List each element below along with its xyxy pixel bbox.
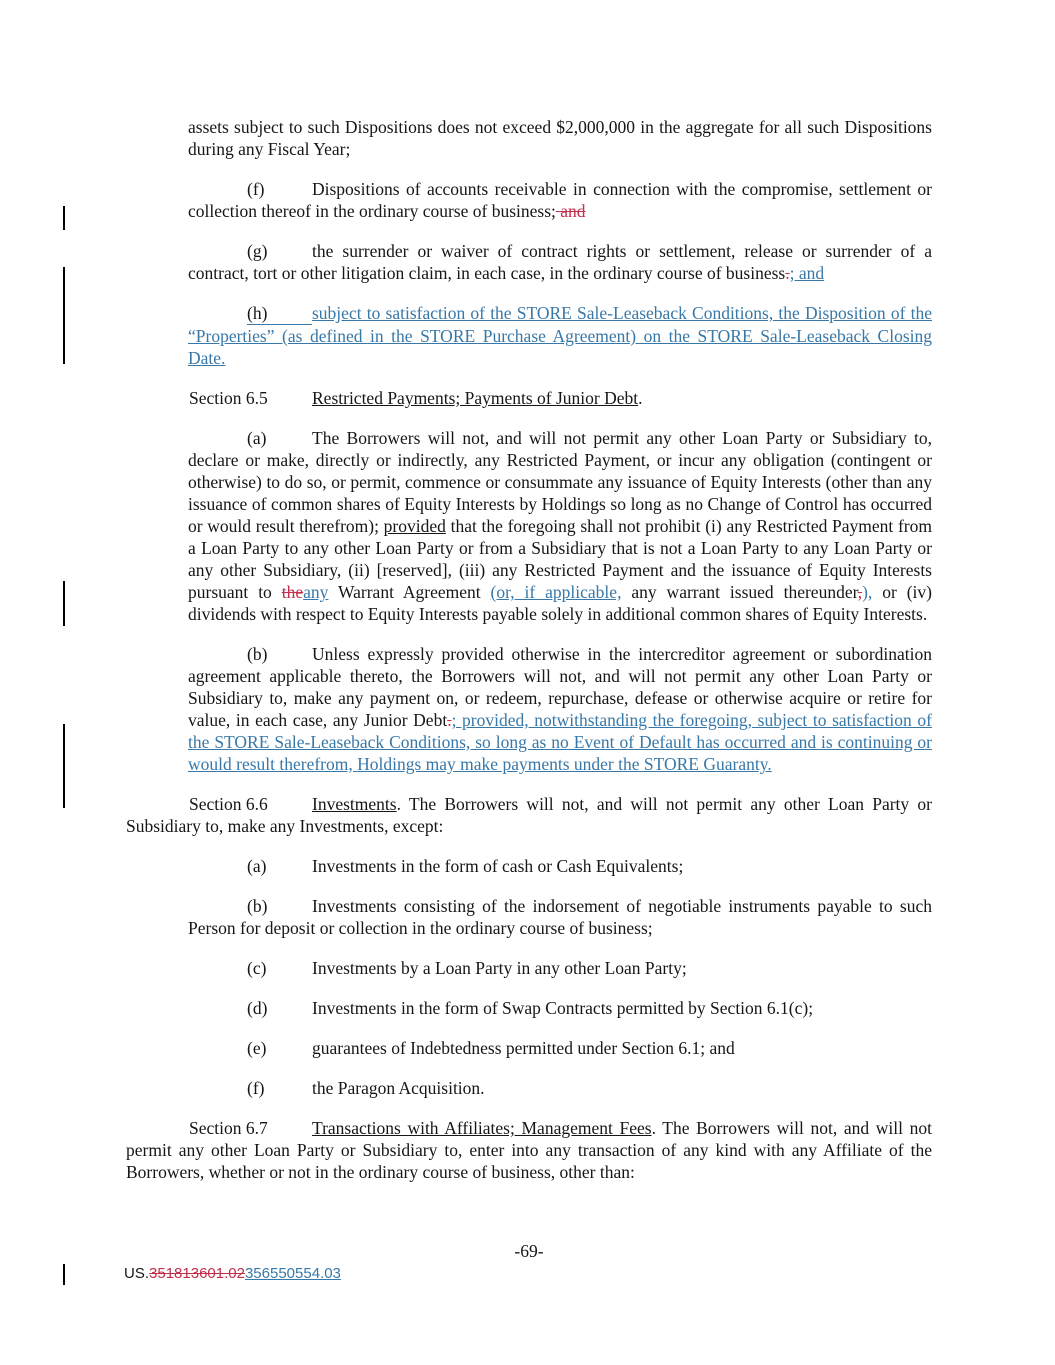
doc-id-inserted: 356550554.03 <box>244 1265 341 1282</box>
section-6-7-transactions-seg-2: . The Borrowers will not, and will not permit any other Loan Party or Subsidiary to, enter into any transaction of any kind with any Affiliate of the Borrowers, whether or not in the ordinary course of business, other than: <box>126 1118 933 1182</box>
section-6-7-transactions-seg-0: Section 6.7 <box>189 1118 268 1138</box>
section-6-5-heading-seg-2: . <box>638 388 643 408</box>
section-6-6-investments-seg-0: Section 6.6 <box>189 794 268 814</box>
clause-6-6-c <box>188 957 932 979</box>
clause-6-6-b-seg-1: Investments consisting of the indorsement of negotiable instruments payable to such Person for deposit or collection in the ordinary course of business; <box>188 896 932 938</box>
clause-6-6-d-seg-0: (d) <box>247 998 268 1018</box>
clause-h-inserted-seg-1: subject to satisfaction of the STORE Sale-Leaseback Conditions, the Disposition of the “Properties” (as defined in the STORE Purchase Agreement) on the STORE Sale-Leaseback Closing Date. <box>188 303 932 368</box>
clause-6-6-e <box>188 1037 932 1059</box>
clause-g-surrender-seg-3: ; and <box>789 263 825 283</box>
clause-6-5-a-seg-0: (a) <box>247 428 267 448</box>
page-number: -69- <box>514 1241 544 1261</box>
clause-6-5-a-seg-10: ), <box>862 582 873 602</box>
section-6-7-transactions-seg-1: Transactions with Affiliates; Management Fees <box>312 1118 652 1138</box>
clause-g-surrender-seg-0: (g) <box>247 241 268 261</box>
clause-6-5-b-seg-0: (b) <box>247 644 268 664</box>
clause-6-5-a-seg-3: that the foregoing shall not prohibit (i) any Restricted Payment from a Loan Party to any other Loan Party or from a Subsidiary that is not a Loan Party to any Loan Party or any other Subsidiary, (ii) [reserved], (iii) any Restricted Payment and the issuance of Equity Interests pursuant to <box>188 516 932 602</box>
clause-continuation-seg-0: assets subject to such Dispositions does not exceed $2,000,000 in the aggregate for all such Dispositions during any Fiscal Year; <box>188 117 932 159</box>
clause-6-6-d-seg-1: Investments in the form of Swap Contracts permitted by Section 6.1(c); <box>312 998 814 1018</box>
clause-6-6-c-seg-0: (c) <box>247 958 267 978</box>
clause-6-5-a-seg-6: Warrant Agreement <box>328 582 491 602</box>
clause-6-5-a-seg-11: or (iv) dividends with respect to Equity Interests payable solely in additional common shares of Equity Interests. <box>188 582 932 624</box>
clause-f-dispositions-seg-0: (f) <box>247 179 265 199</box>
clause-6-6-d <box>188 997 932 1019</box>
change-bar-4 <box>63 1264 65 1285</box>
clause-continuation <box>188 116 932 160</box>
clause-6-5-a-seg-1: The Borrowers will not, and will not permit any other Loan Party or Subsidiary to, declare or make, directly or indirectly, any Restricted Payment, or incur any obligation (contingent or otherwise) to do so, or permit, commence or consummate any issuance of Equity Interests (other than any issuance of common shares of Equity Interests by Holdings so long as no Change of Control has occurred or would result therefrom); <box>188 428 932 536</box>
change-bar-2 <box>63 581 65 626</box>
clause-g-surrender-seg-2: . <box>785 263 790 283</box>
change-bar-0 <box>63 206 65 230</box>
clause-f-dispositions-seg-2: and <box>555 201 586 221</box>
clause-g-surrender-seg-1: the surrender or waiver of contract rights or settlement, release or surrender of a contract, tort or other litigation claim, in each case, in the ordinary course of business <box>188 241 932 283</box>
section-6-6-investments-seg-2: . The Borrowers will not, and will not permit any other Loan Party or Subsidiary to, make any Investments, except: <box>126 794 932 836</box>
document-body <box>126 116 932 1201</box>
section-6-5-heading-seg-1: Restricted Payments; Payments of Junior Debt <box>312 388 639 408</box>
clause-6-5-a-seg-7: (or, if applicable, <box>490 582 622 602</box>
clause-f-dispositions-seg-1: Dispositions of accounts receivable in connection with the compromise, settlement or collection thereof in the ordinary course of business; <box>188 179 932 221</box>
clause-6-5-a-seg-9: , <box>857 582 863 602</box>
clause-g-surrender <box>188 240 932 284</box>
clause-h-inserted <box>188 302 932 369</box>
clause-6-6-e-seg-1: guarantees of Indebtedness permitted under Section 6.1; and <box>312 1038 735 1058</box>
clause-6-5-a-seg-5: any <box>303 582 329 602</box>
clause-6-6-a-seg-1: Investments in the form of cash or Cash Equivalents; <box>312 856 684 876</box>
clause-6-6-f-seg-1: the Paragon Acquisition. <box>312 1078 485 1098</box>
doc-id-prefix: US. <box>124 1265 150 1282</box>
clause-6-6-c-seg-1: Investments by a Loan Party in any other Loan Party; <box>312 958 687 978</box>
clause-6-6-a-seg-0: (a) <box>247 856 267 876</box>
clause-6-5-a-seg-8: any warrant issued thereunder <box>621 582 858 602</box>
doc-id <box>124 1264 341 1283</box>
clause-6-6-e-seg-0: (e) <box>247 1038 267 1058</box>
clause-6-6-a <box>188 855 932 877</box>
doc-id-deleted: 351813601.02 <box>149 1265 245 1282</box>
change-bar-1 <box>63 267 65 364</box>
clause-6-6-f <box>188 1077 932 1099</box>
clause-6-5-b-seg-2: . <box>447 710 452 730</box>
clause-6-5-a <box>188 427 932 625</box>
section-6-5-heading <box>126 387 932 409</box>
clause-h-inserted-seg-0: (h) <box>247 302 312 325</box>
section-6-6-investments <box>126 793 932 837</box>
clause-f-dispositions <box>188 178 932 222</box>
clause-6-6-f-seg-0: (f) <box>247 1078 265 1098</box>
clause-6-5-a-seg-2: provided <box>383 516 446 536</box>
clause-6-5-b-seg-3: ; provided, notwithstanding the foregoing, subject to satisfaction of the STORE Sale-Leaseback Conditions, so long as no Event of Default has occurred and is continuing or would result therefrom, Holdings may make payments under the STORE Guaranty. <box>188 710 932 774</box>
clause-6-5-a-seg-4: the <box>281 582 304 602</box>
clause-6-6-b-seg-0: (b) <box>247 896 268 916</box>
section-6-5-heading-seg-0: Section 6.5 <box>189 388 268 408</box>
section-6-6-investments-seg-1: Investments <box>312 794 397 814</box>
section-6-7-transactions <box>126 1117 932 1183</box>
clause-6-5-b-seg-1: Unless expressly provided otherwise in the intercreditor agreement or subordination agreement applicable thereto, the Borrowers will not, and will not permit any other Loan Party or Subsidiary to, make any payment on, or redeem, repurchase, defease or otherwise acquire or retire for value, in each case, any Junior Debt <box>188 644 932 730</box>
change-bar-3 <box>63 724 65 808</box>
clause-6-5-b <box>188 643 932 775</box>
clause-6-6-b <box>188 895 932 939</box>
